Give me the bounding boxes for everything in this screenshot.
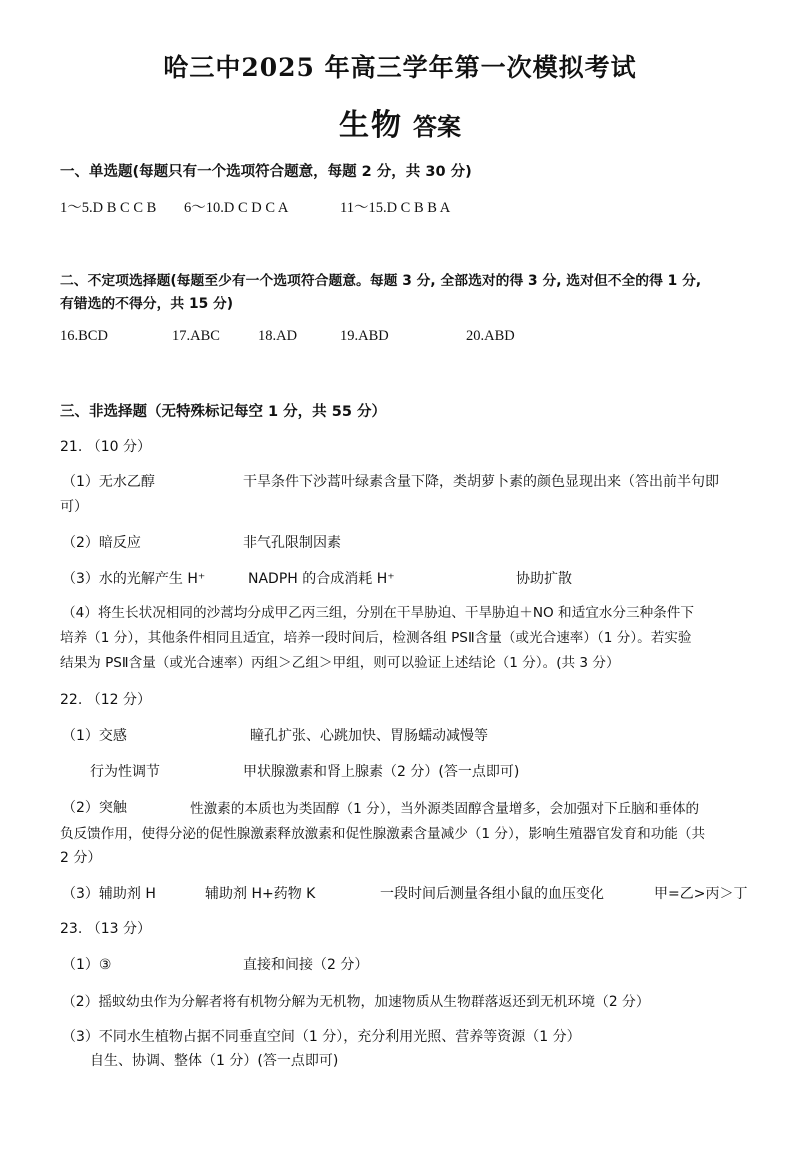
- q21-part4: [62, 601, 762, 676]
- q22-part1-answer-a: （1）交感: [62, 728, 127, 744]
- q21-part3-answer-c: 协助扩散: [516, 571, 572, 587]
- subject-name: 生物: [339, 108, 403, 143]
- q21-part3-answer-b: NADPH 的合成消耗 H⁺: [248, 571, 395, 587]
- answer-20: 20.ABD: [466, 328, 515, 344]
- answer-group-2: 6～10.D C D C A: [184, 200, 289, 216]
- answer-17: 17.ABC: [172, 328, 220, 344]
- exam-title: 哈三中2025 年高三学年第一次模拟考试: [163, 53, 637, 82]
- answer-18: 18.AD: [258, 328, 298, 344]
- q21-part1-explain-cont: 可）: [60, 499, 88, 515]
- q23-part1-answer-a: （1）③: [62, 957, 112, 973]
- answer-group-1: 1～5.D B C C B: [60, 200, 157, 216]
- q23-part2-answer: （2）摇蚊幼虫作为分解者将有机物分解为无机物，加速物质从生物群落返还到无机环境（2 分）: [62, 994, 650, 1010]
- q22-part3-answer-b: 辅助剂 H+药物 K: [205, 886, 316, 902]
- q22-part2-answer: （2）突触: [62, 800, 127, 816]
- q22-part3-answer-d: 甲=乙>丙＞丁: [654, 886, 748, 902]
- q22-part3-answer-a: （3）辅助剂 H: [62, 886, 156, 902]
- q22-part2-explain-line3: 2 分）: [60, 850, 102, 866]
- q22-label: 22. （12 分）: [60, 692, 151, 708]
- q22-part1-answer-c: 行为性调节: [90, 764, 160, 780]
- q23-label: 23. （13 分）: [60, 921, 151, 937]
- q23-part1-answer-b: 直接和间接（2 分）: [243, 957, 369, 973]
- q21-part3-answer-a: （3）水的光解产生 H⁺: [62, 571, 206, 587]
- answer-label: 答案: [413, 112, 461, 141]
- subject-heading: [0, 100, 800, 144]
- q21-part2-answer-b: 非气孔限制因素: [243, 535, 341, 551]
- q21-part2-answer: （2）暗反应: [62, 535, 141, 551]
- q22-part3-answer-c: 一段时间后测量各组小鼠的血压变化: [380, 886, 604, 902]
- q22-part1-answer-b: 瞳孔扩张、心跳加快、胃肠蠕动减慢等: [250, 728, 488, 744]
- q21-part1-answer: （1）无水乙醇: [62, 474, 155, 490]
- q21-label: 21. （10 分）: [60, 439, 151, 455]
- q21-part1-explain: 干旱条件下沙蒿叶绿素含量下降，类胡萝卜素的颜色显现出来（答出前半句即: [243, 474, 719, 490]
- q21-part4-line3: 结果为 PSⅡ含量（或光合速率）丙组＞乙组＞甲组，则可以验证上述结论（1 分）。(共 3 分）: [60, 655, 620, 671]
- section2-heading-line2: 有错选的不得分，共 15 分): [60, 296, 234, 312]
- q21-part4-line2: 培养（1 分），其他条件相同且适宜，培养一段时间后，检测各组 PSⅡ含量（或光合速率）（1 分）。若实验: [60, 630, 692, 646]
- section1-heading: 一、单选题(每题只有一个选项符合题意，每题 2 分，共 30 分): [60, 164, 472, 180]
- answer-19: 19.ABD: [340, 328, 389, 344]
- q22-part1-answer-d: 甲状腺激素和肾上腺素（2 分）(答一点即可): [243, 764, 520, 780]
- q23-part3-answer-line1: （3）不同水生植物占据不同垂直空间（1 分），充分利用光照、营养等资源（1 分）: [62, 1029, 581, 1045]
- section3-heading: 三、非选择题（无特殊标记每空 1 分，共 55 分）: [60, 404, 386, 420]
- answer-group-3: 11～15.D C B B A: [340, 200, 451, 216]
- q22-part2-explain-line1: 性激素的本质也为类固醇（1 分），当外源类固醇含量增多，会加强对下丘脑和垂体的: [190, 801, 700, 817]
- q23-part3-answer-line2: 自生、协调、整体（1 分）(答一点即可): [90, 1053, 339, 1069]
- section2-heading-line1: 二、不定项选择题(每题至少有一个选项符合题意。每题 3 分, 全部选对的得 3 分, 选对但不全的得 1 分,: [60, 273, 702, 289]
- q21-part4-line1: （4）将生长状况相同的沙蒿均分成甲乙丙三组，分别在干旱胁迫、干旱胁迫＋NO 和适宜水分三种条件下: [62, 605, 694, 621]
- answer-16: 16.BCD: [60, 328, 108, 344]
- q22-part2-explain-line2: 负反馈作用，使得分泌的促性腺激素释放激素和促性腺激素含量减少（1 分），影响生殖器官发育和功能（共: [60, 826, 706, 842]
